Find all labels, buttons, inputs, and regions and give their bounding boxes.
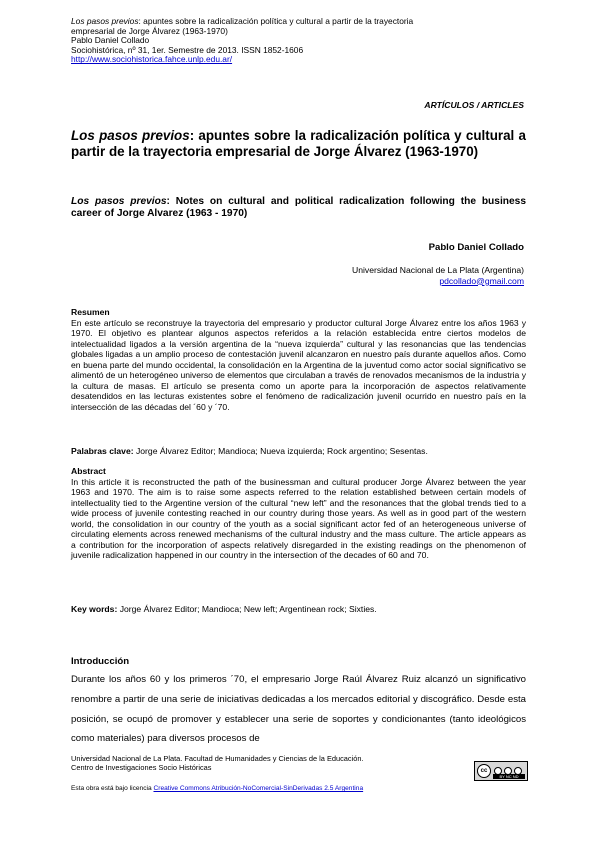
key-words-text: Jorge Álvarez Editor; Mandioca; New left; Argentinean rock; Sixties. <box>117 604 377 614</box>
section-label: ARTÍCULOS / ARTICLES <box>424 100 524 110</box>
header-title-italic: Los pasos previos <box>71 16 139 26</box>
title-english <box>71 196 526 220</box>
abstract-heading: Abstract <box>71 466 106 476</box>
license-line <box>71 785 363 792</box>
author-affiliation-block <box>352 265 524 286</box>
resumen-section <box>71 307 526 412</box>
footer-center: Centro de Investigaciones Socio Históricas <box>71 763 212 772</box>
abstract-section <box>71 466 526 561</box>
author-name: Pablo Daniel Collado <box>428 242 524 253</box>
title-spanish-italic: Los pasos previos <box>71 128 190 143</box>
title-spanish <box>71 128 526 159</box>
palabras-clave-heading: Palabras clave: <box>71 446 134 456</box>
running-header <box>71 17 526 65</box>
abstract-text: In this article it is reconstructed the path of the businessman and cultural producer Jorge Álvarez between the year 1963 and 1970. The aim is to raise some aspects referred to the relation established between certain models of intellectuality tied to the Argentine version of the cultural “new left” and the resonances that the global trends tied to a wide process of juvenile contesting reached in our country during those years. As well as in good part of the western world, the consolidation in our country of the youth as a social significant actor fed of an heterogeneous universe of circulating elements across renewed mechanisms of the cultural industry and the mass culture. The article appears as a contribution for the incorporation of aspects relatively disregarded in the existing readings on the phenomenon of juvenile radicalization happened in our country in the intersection of the decades of 60 and 70. <box>71 476 526 560</box>
resumen-text: En este artículo se reconstruye la trayectoria del empresario y productor cultural Jorge Álvarez entre los años 1963 y 1970. El objetivo es plantear algunos aspectos referidos a la relación establecida entre ciertos modelos de intelectualidad ligados a la versión argentina de la “nueva izquierda” cultural y las resonancias que las tendencias globales ligadas a un amplio proceso de contestación juvenil alcanzaron en nuestro país durante aquellos años. Como en buena parte del mundo occidental, la consolidación en la Argentina de la juventud como actor social significativo se alimentó de un heterogéneo universo de elementos que circulaban a través de renovados mecanismos de la industria y la cultura de masas. El artículo se presenta como un aporte para la incorporación de aspectos relativamente desatendidos en las lecturas existentes sobre el fenómeno de radicalización juvenil ocurrido en nuestro país en la intersección de las décadas del ´60 y ´70. <box>71 317 526 412</box>
palabras-clave-text: Jorge Álvarez Editor; Mandioca; Nueva izquierda; Rock argentino; Sesentas. <box>133 446 428 456</box>
cc-logo-icon: cc <box>477 764 491 778</box>
license-link[interactable]: Creative Commons Atribución-NoComercial-SinDerivadas 2.5 Argentina <box>153 785 364 792</box>
palabras-clave <box>71 446 526 457</box>
resumen-heading: Resumen <box>71 307 110 317</box>
header-line-2: empresarial de Jorge Álvarez (1963-1970) <box>71 25 228 36</box>
author-affiliation: Universidad Nacional de La Plata (Argentina) <box>352 265 524 275</box>
header-title-rest: : apuntes sobre la radicalización política y cultural a partir de la trayectoria <box>138 16 414 26</box>
cc-badge-bar: BY NC ND <box>493 774 525 779</box>
cc-license-badge[interactable] <box>474 761 528 781</box>
intro-heading: Introducción <box>71 656 130 667</box>
title-english-rest: : Notes on cultural and political radicalization following the business career of Jorge Alvarez (1963 - 1970) <box>71 196 526 220</box>
intro-text: Durante los años 60 y los primeros ´70, el empresario Jorge Raúl Álvarez Ruiz alcanzó un significativo renombre a partir de una serie de iniciativas dedicadas a los mercados editorial y discográfico. Desde esta posición, se ocupó de promover y establecer una serie de soportes y condicionantes (tanto ideológicos como materiales) para diversos procesos de <box>71 674 526 745</box>
header-journal: Sociohistórica, nº 31, 1er. Semestre de 2013. ISSN 1852-1606 <box>71 44 304 55</box>
institution-footer <box>71 754 364 772</box>
header-author: Pablo Daniel Collado <box>71 35 150 46</box>
key-words <box>71 604 526 615</box>
title-spanish-rest: : apuntes sobre la radicalización política y cultural a partir de la trayectoria empresarial de Jorge Álvarez (1963-1970) <box>71 128 526 159</box>
author-email-link[interactable]: pdcollado@gmail.com <box>439 275 524 286</box>
license-prefix: Esta obra está bajo licencia <box>71 785 154 792</box>
journal-url-link[interactable]: http://www.sociohistorica.fahce.unlp.edu.ar/ <box>71 54 233 65</box>
key-words-heading: Key words: <box>71 604 118 614</box>
footer-university: Universidad Nacional de La Plata. Facultad de Humanidades y Ciencias de la Educación. <box>71 754 364 763</box>
title-english-italic: Los pasos previos <box>71 196 167 207</box>
